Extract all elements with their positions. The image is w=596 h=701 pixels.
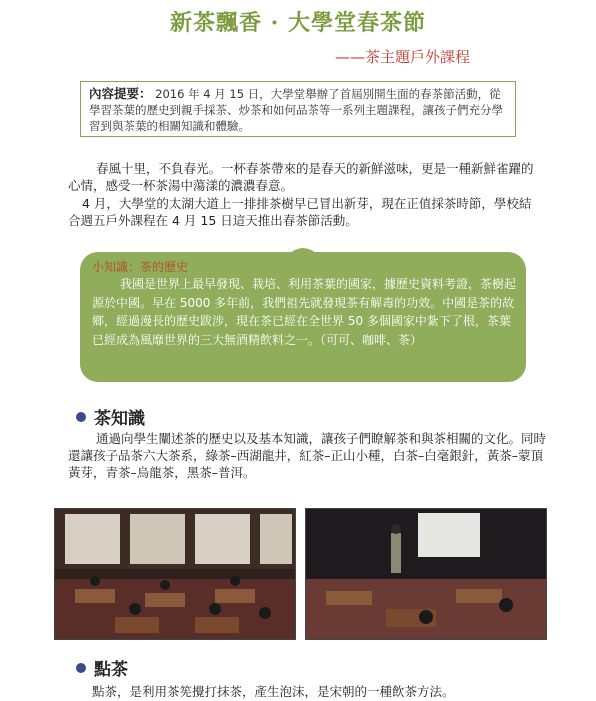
summary-box (80, 81, 516, 137)
summary-label: 內容提要： (89, 86, 152, 101)
page-title: 新茶飄香 · 大學堂春茶節 (170, 10, 426, 36)
section-text-point-tea: 點茶，是利用茶筅攪打抹茶，產生泡沫，是宋朝的一種飲茶方法。 (92, 684, 455, 699)
section-bullet-icon (76, 412, 86, 422)
classroom-photo-right (305, 508, 547, 640)
summary-text: 2016 年 4 月 15 日，大學堂舉辦了首屆別開生面的春茶節活動，從學習茶葉的歷史到親手採茶、炒茶和如何品茶等一系列主題課程，讓孩子們充分學習到與茶葉的相關知識和體驗。 (89, 87, 503, 133)
page-subtitle: ——茶主題戶外課程 (335, 48, 471, 66)
section-heading-tea-knowledge: 茶知識 (94, 409, 145, 429)
classroom-photo-left (54, 508, 296, 640)
trivia-text: 我國是世界上最早發現、栽培、利用茶葉的國家，據歷史資料考證，茶樹起源於中國。早在 5000 多年前，我們祖先就發現茶有解毒的功效。中國是茶的故鄉，經過漫長的歷史跋涉，現在茶已經在全世界 50 多個國家中紮下了根，茶葉已經成為風靡世界的三大無酒精飲料之一。（可可、咖啡、茶） (92, 277, 517, 347)
intro-paragraph-1: 春風十里，不負春光。一杯春茶帶來的是春天的新鮮滋味，更是一種新鮮雀躍的心情，感受一杯茶湯中蕩漾的濃濃春意。 (68, 161, 534, 193)
trivia-title: 小知識：茶的歷史 (92, 260, 189, 274)
section-heading-point-tea: 點茶 (94, 660, 128, 680)
section-text-tea-knowledge: 通過向學生闡述茶的歷史以及基本知識，讓孩子們瞭解茶和與茶相關的文化。同時還讓孩子品茶六大茶系，綠茶–西湖龍井，紅茶–正山小種，白茶–白毫銀針，黃茶–蒙頂黃芽，青茶–烏龍茶，黑茶–普洱。 (68, 431, 547, 480)
section-bullet-icon (76, 663, 86, 673)
intro-paragraph-2: 4 月，大學堂的太湖大道上一排排茶樹早已冒出新芽，現在正值採茶時節，學校結合週五戶外課程在 4 月 15 日這天推出春茶節活動。 (68, 196, 532, 228)
